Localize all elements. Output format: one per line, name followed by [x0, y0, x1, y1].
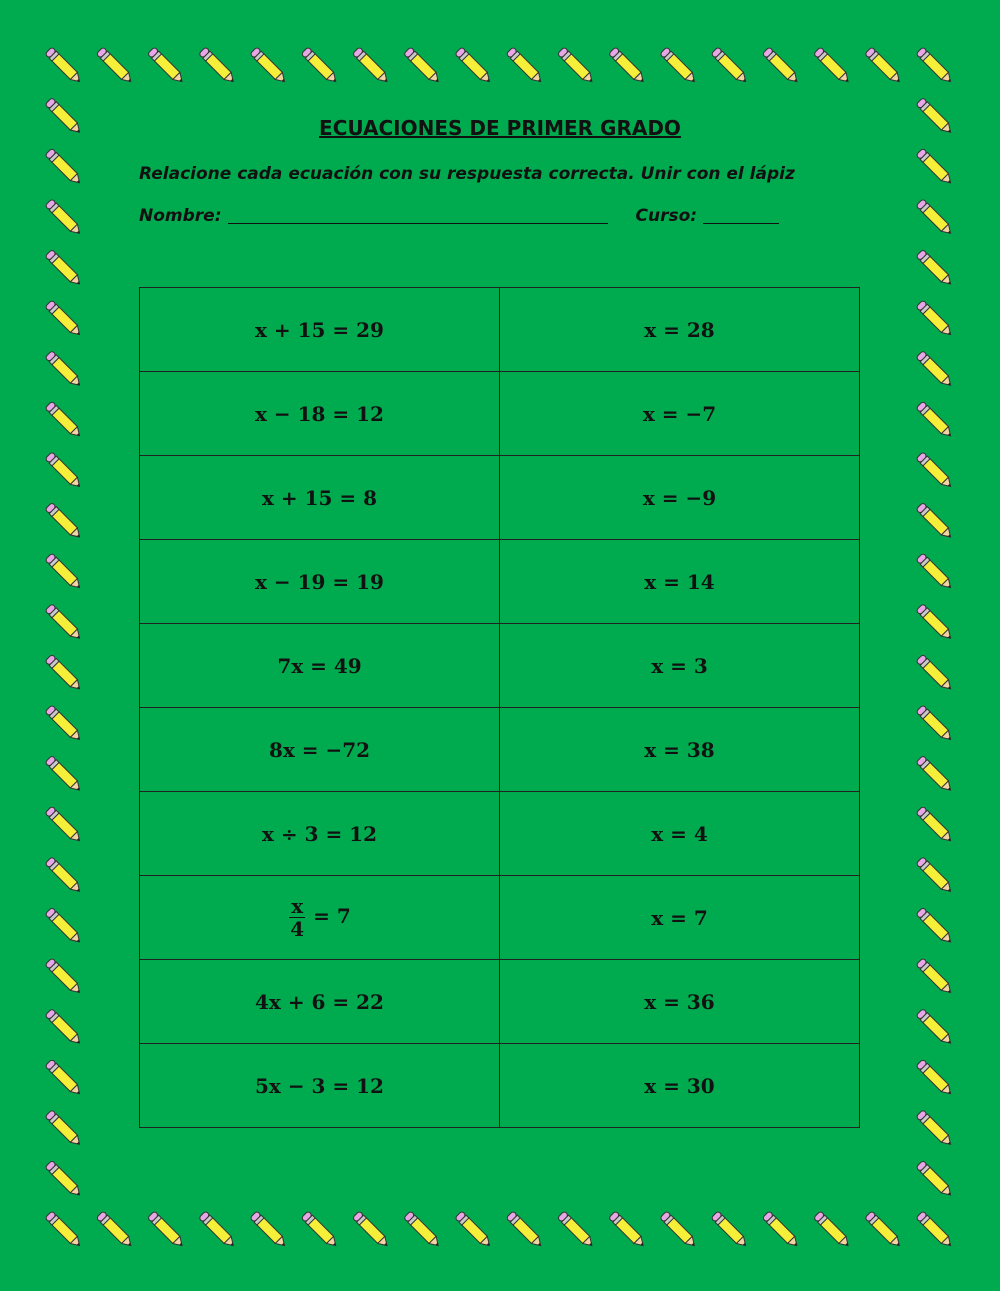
equation-cell[interactable]: x − 18 = 12 — [140, 372, 500, 456]
answer-cell[interactable]: x = −9 — [500, 456, 860, 540]
fraction-numerator: x — [291, 894, 304, 918]
pencil-icon — [506, 1211, 544, 1249]
pencil-icon — [45, 47, 83, 85]
pencil-icon — [45, 705, 83, 743]
pencil-icon — [147, 47, 185, 85]
page-title: ECUACIONES DE PRIMER GRADO — [319, 116, 681, 140]
equation-cell[interactable]: 7x = 49 — [140, 624, 500, 708]
pencil-icon — [762, 47, 800, 85]
pencil-icon — [45, 1059, 83, 1097]
pencil-icon — [45, 300, 83, 338]
pencil-icon — [865, 47, 903, 85]
pencil-icon — [45, 553, 83, 591]
pencil-icon — [45, 1008, 83, 1046]
name-field-line[interactable] — [228, 205, 608, 224]
fraction-denominator: 4 — [290, 917, 305, 941]
pencil-icon — [916, 705, 954, 743]
pencil-icon — [916, 502, 954, 540]
answer-cell[interactable]: x = −7 — [500, 372, 860, 456]
pencil-icon — [916, 553, 954, 591]
pencil-icon — [45, 907, 83, 945]
table-row — [140, 960, 860, 1044]
pencil-icon — [916, 351, 954, 389]
pencil-icon — [45, 1110, 83, 1148]
pencil-icon — [916, 1160, 954, 1198]
equation-cell[interactable]: 5x − 3 = 12 — [140, 1044, 500, 1128]
pencil-icon — [404, 1211, 442, 1249]
table-row — [140, 456, 860, 540]
pencil-icon — [404, 47, 442, 85]
table-row — [140, 708, 860, 792]
pencil-icon — [711, 47, 749, 85]
pencil-icon — [916, 1059, 954, 1097]
pencil-icon — [916, 907, 954, 945]
pencil-icon — [45, 806, 83, 844]
pencil-icon — [301, 47, 339, 85]
pencil-icon — [916, 857, 954, 895]
answer-cell[interactable]: x = 7 — [500, 876, 860, 960]
pencil-icon — [660, 1211, 698, 1249]
fraction — [288, 895, 306, 940]
pencil-icon — [916, 47, 954, 85]
pencil-icon — [45, 755, 83, 793]
pencil-icon — [147, 1211, 185, 1249]
pencil-icon — [45, 1211, 83, 1249]
pencil-icon — [352, 47, 390, 85]
pencil-icon — [660, 47, 698, 85]
pencil-icon — [916, 806, 954, 844]
table-row — [140, 540, 860, 624]
pencil-icon — [45, 502, 83, 540]
equation-cell[interactable]: x + 15 = 29 — [140, 288, 500, 372]
equations-table — [139, 287, 860, 1128]
equation-cell[interactable]: x − 19 = 19 — [140, 540, 500, 624]
pencil-icon — [455, 1211, 493, 1249]
pencil-icon — [45, 654, 83, 692]
pencil-icon — [711, 1211, 749, 1249]
table-row — [140, 876, 860, 960]
pencil-icon — [45, 452, 83, 490]
pencil-icon — [916, 249, 954, 287]
answer-cell[interactable]: x = 28 — [500, 288, 860, 372]
table-row — [140, 792, 860, 876]
answer-cell[interactable]: x = 38 — [500, 708, 860, 792]
course-label: Curso: — [635, 206, 698, 226]
table-row — [140, 1044, 860, 1128]
pencil-icon — [916, 1110, 954, 1148]
pencil-icon — [45, 199, 83, 237]
pencil-icon — [557, 47, 595, 85]
pencil-icon — [916, 300, 954, 338]
pencil-icon — [45, 1160, 83, 1198]
pencil-icon — [813, 1211, 851, 1249]
pencil-icon — [608, 47, 646, 85]
pencil-icon — [916, 199, 954, 237]
fraction-rest: = 7 — [313, 904, 351, 928]
pencil-icon — [916, 604, 954, 642]
pencil-icon — [916, 148, 954, 186]
pencil-icon — [916, 452, 954, 490]
pencil-icon — [45, 604, 83, 642]
course-field-line[interactable] — [703, 205, 779, 224]
equation-cell[interactable]: 8x = −72 — [140, 708, 500, 792]
pencil-icon — [916, 1211, 954, 1249]
instructions-text: Relacione cada ecuación con su respuesta correcta. Unir con el lápiz — [139, 164, 795, 184]
answer-cell[interactable]: x = 14 — [500, 540, 860, 624]
answer-cell[interactable]: x = 30 — [500, 1044, 860, 1128]
pencil-icon — [96, 1211, 134, 1249]
pencil-icon — [762, 1211, 800, 1249]
pencil-icon — [916, 654, 954, 692]
pencil-icon — [199, 47, 237, 85]
pencil-icon — [45, 351, 83, 389]
pencil-icon — [557, 1211, 595, 1249]
answer-cell[interactable]: x = 4 — [500, 792, 860, 876]
answer-cell[interactable]: x = 36 — [500, 960, 860, 1044]
pencil-icon — [455, 47, 493, 85]
pencil-icon — [916, 755, 954, 793]
equation-cell[interactable]: x ÷ 3 = 12 — [140, 792, 500, 876]
pencil-icon — [916, 401, 954, 439]
table-row — [140, 288, 860, 372]
name-label: Nombre: — [139, 206, 222, 226]
pencil-icon — [45, 249, 83, 287]
pencil-icon — [45, 148, 83, 186]
pencil-icon — [865, 1211, 903, 1249]
pencil-icon — [916, 958, 954, 996]
table-row — [140, 372, 860, 456]
answer-cell[interactable]: x = 3 — [500, 624, 860, 708]
pencil-icon — [813, 47, 851, 85]
table-row — [140, 624, 860, 708]
pencil-icon — [45, 401, 83, 439]
equation-cell[interactable]: 4x + 6 = 22 — [140, 960, 500, 1044]
pencil-icon — [250, 1211, 288, 1249]
form-row — [139, 205, 859, 226]
pencil-icon — [506, 47, 544, 85]
pencil-icon — [45, 857, 83, 895]
pencil-icon — [301, 1211, 339, 1249]
equation-cell[interactable] — [140, 876, 500, 960]
pencil-icon — [250, 47, 288, 85]
pencil-icon — [45, 958, 83, 996]
pencil-icon — [96, 47, 134, 85]
pencil-icon — [199, 1211, 237, 1249]
pencil-icon — [608, 1211, 646, 1249]
pencil-icon — [916, 1008, 954, 1046]
equation-cell[interactable]: x + 15 = 8 — [140, 456, 500, 540]
pencil-icon — [352, 1211, 390, 1249]
